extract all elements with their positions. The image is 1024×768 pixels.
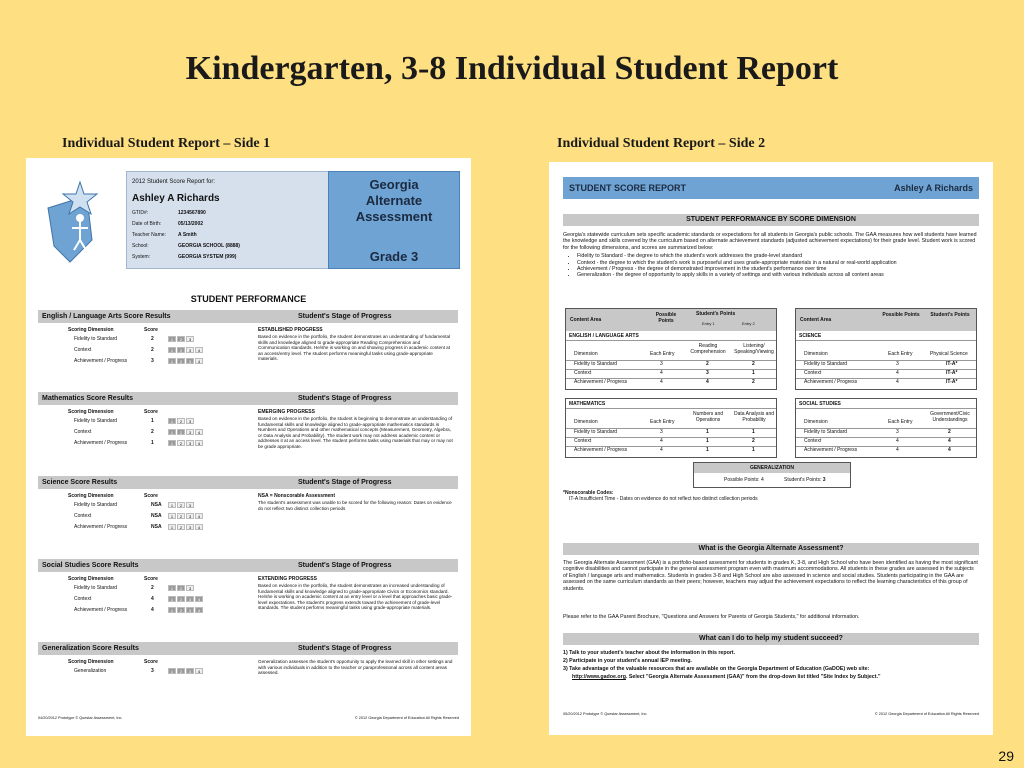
dimension-score: 3 [151,358,154,364]
table-cell: 4 [660,370,663,376]
score-box: 1 [168,418,176,424]
score-header: Score [144,493,158,499]
dimension-score: 1 [151,440,154,446]
bullet-fidelity: • Fidelity to Standard - the degree to which the student's work addresses the grade-level standard [577,253,979,259]
section-title: Social Studies Score Results [42,562,139,569]
score-box: 4 [195,358,203,364]
stage-header: Student's Stage of Progress [298,562,392,569]
section-bar [38,642,458,655]
score-boxes [168,440,203,446]
dimension-label: Achievement / Progress [74,440,128,446]
score-box: 1 [168,585,176,591]
dimension-score: NSA [151,513,162,519]
stage-text: Generalization assesses the student's opportunity to apply the learned skill in other settings and with various individuals in addition to the teacher or paraprofessional across all content areas assessed. [258,659,453,676]
score-box: 1 [168,596,176,602]
score-box: 4 [195,440,203,446]
table-cell: IT-A* [946,361,958,367]
table-cell: Achievement / Progress [804,379,858,385]
table-cell: 4 [706,379,709,385]
score-box: 3 [186,347,194,353]
table-cell: 4 [896,447,899,453]
side2-label: Individual Student Report – Side 2 [557,136,766,151]
dimension-score: 4 [151,596,154,602]
score-box: 4 [195,524,203,530]
table-cell: 2 [752,438,755,444]
section-bar [38,392,458,405]
score-box: 2 [177,524,185,530]
refer-text: Please refer to the GAA Parent Brochure, "Questions and Answers for Parents of Georgia Students," for additional information. [563,614,860,620]
table-cell: 3 [706,370,709,376]
bullet-context: • Context - the degree to which the student's work is purposeful and uses grade-appropriate materials in a natural or real-world application [577,260,979,266]
table-cell: 2 [752,361,755,367]
side1-footer-right: © 2012 Georgia Department of Education All Rights Reserved [354,716,459,720]
dimension-score: 2 [151,429,154,435]
stage-header: Student's Stage of Progress [298,395,392,402]
stage-header: Student's Stage of Progress [298,645,392,652]
score-box: 4 [195,668,203,674]
score-box: 3 [186,418,194,424]
dimension-label: Context [74,429,92,435]
dimension-label: Context [74,513,92,519]
score-boxes [168,668,203,674]
score-box: 3 [186,668,194,674]
score-box: 3 [186,429,194,435]
score-box: 3 [186,524,194,530]
score-box: 2 [177,502,185,508]
score-report-student: Ashley A Richards [894,183,973,193]
table-cell: 4 [660,447,663,453]
generalization-box: GENERALIZATION Possible Points: 4 Student's Points: 3 [693,462,851,488]
table-cell: 4 [948,438,951,444]
math-table: MATHEMATICS Dimension Each Entry Numbers and Operations Data Analysis and Probability Fidelity to Standard 3 1 1 Context 4 1 2 Achievement / Progress 4 1 1 [565,398,777,458]
table-cell: Context [804,438,822,444]
score-header: Score [144,327,158,333]
table-cell: 1 [752,447,755,453]
dimension-label: Fidelity to Standard [74,502,118,508]
score-boxes [168,418,194,424]
dimension-label: Fidelity to Standard [74,336,118,342]
score-box: 2 [177,607,185,613]
score-box: 2 [177,513,185,519]
intro-paragraph: Georgia's statewide curriculum sets specific academic standards or expectations for all students in Georgia's public schools. The GAA measures how well students have learned the knowledge and skills covered by the curriculum based on alternate achievement standards (adjusted achievement expectations) for their grade level. Student work is scored for the following dimensions, and scores are summarized below: • Fidelity to Standard - the degree to which the student's work addresses the grade-level standard • Context - the degree to which the student's work is purposeful and uses grade-appropriate materials in a natural or real-world application • Achievement / Progress - the degree of demonstrated improvement in the student's performance over time • Generalization - the degree of opportunity to apply skills in a variety of settings and with various individuals across all content areas [563,232,979,279]
score-report-header [563,177,979,199]
table-cell: 3 [896,361,899,367]
score-boxes [168,502,194,508]
score-boxes [168,358,203,364]
info-row-school: School: GEORGIA SCHOOL (8888) [132,243,240,249]
score-section [38,310,458,390]
table-cell: 4 [660,438,663,444]
score-boxes [168,429,203,435]
stage-heading: NSA = Nonscorable Assessment [258,493,336,499]
section-bar [38,559,458,572]
what-is-gaa-text: The Georgia Alternate Assessment (GAA) is a portfolio-based assessment for students in grades K, 3-8, and High School who have been identified as having the most significant cognitive disabilities and cannot participate in the general assessment program even with maximum accommodations. All students in these grades are assessed in the subjects of English / language arts and mathematics. Students in grades 3-8 and High School are also assessed in science and social studies. Students participating in the GAA are assessed on the same curriculum standards as their peers; however, teachers may adjust the achievement expectations to reflect the learning characteristics of this group of students. [563,560,978,592]
dimension-label: Context [74,596,92,602]
score-box: 1 [168,502,176,508]
table-cell: Achievement / Progress [804,447,858,453]
bullet-achievement: • Achievement / Progress - the degree of demonstrated improvement in the student's performance over time [577,266,979,272]
dimension-header: Scoring Dimension [68,576,114,582]
dimension-header: Scoring Dimension [68,409,114,415]
section-title: English / Language Arts Score Results [42,313,171,320]
stage-header: Student's Stage of Progress [298,479,392,486]
score-box: 3 [186,336,194,342]
performance-title: STUDENT PERFORMANCE [190,294,307,304]
stage-heading: EXTENDING PROGRESS [258,576,317,582]
info-row-teacher: Teacher Name: A Smith [132,232,197,238]
dimension-header: Scoring Dimension [68,659,114,665]
dimension-score: NSA [151,524,162,530]
score-box: 1 [168,336,176,342]
grade-label: Grade 3 [369,249,419,264]
score-boxes [168,513,203,519]
score-section [38,476,458,556]
table-cell: Fidelity to Standard [804,361,848,367]
table-cell: Achievement / Progress [574,447,628,453]
score-boxes [168,596,203,602]
score-header: Score [144,659,158,665]
social-studies-table: SOCIAL STUDIES Dimension Each Entry Government/Civic Understandings Fidelity to Standard 3 2 Context 4 4 Achievement / Progress 4 4 [795,398,977,458]
what-is-gaa-bar: What is the Georgia Alternate Assessment? [563,543,979,555]
table-cell: Fidelity to Standard [574,361,618,367]
stage-heading: EMERGING PROGRESS [258,409,315,415]
dimension-label: Context [74,347,92,353]
dimension-label: Achievement / Progress [74,358,128,364]
score-boxes [168,347,203,353]
section-title: Science Score Results [42,479,118,486]
score-box: 4 [195,607,203,613]
table-cell: 1 [706,438,709,444]
score-box: 1 [168,524,176,530]
report-side1 [26,158,471,736]
score-boxes [168,585,194,591]
section-title: Generalization Score Results [42,645,139,652]
section-bar [38,310,458,323]
stage-text: Based on evidence in the portfolio, the student demonstrates an increased understanding of fundamental skills and knowledge aligned to grade-appropriate Civics or Economics standard. He/she is working on academic content at an entry level or a level that approaches basic grade-level expectations. The student's progress extends toward the achievement of grade-level standards. The student performs meaningful tasks using grade-appropriate materials. [258,583,453,611]
row-line [566,437,776,438]
dimension-score: 2 [151,336,154,342]
info-row-system: System: GEORGIA SYSTEM (999) [132,254,237,260]
table-cell: 4 [896,379,899,385]
score-box: 1 [168,440,176,446]
side2-footer-left: 05/20/2012 Prototype © Questar Assessment, Inc. [563,712,648,716]
table-cell: IT-A* [946,379,958,385]
nonscorable-codes: *Nonscorable Codes: IT-A Insufficient Time - Dates on evidence do not reflect two distinct collection periods [563,490,758,502]
score-boxes [168,607,203,613]
score-box: 2 [177,585,185,591]
stage-text: Based on evidence in the portfolio, the student is beginning to demonstrate an understanding of fundamental skills and knowledge aligned to grade-appropriate mathematics standards in Numbers and Operations and other mathematical concepts (Measurement, Geometry, Algebra, or Data Analysis and Probability). The student work may not address academic content or addresses it at an access level. The student performs tasks using materials that may or may not be grade appropriate. [258,416,453,449]
score-box: 4 [195,347,203,353]
score-section [38,559,458,639]
score-header: Score [144,409,158,415]
gadoe-link[interactable]: http://www.gadoe.org [572,674,626,680]
slide-title: Kindergarten, 3-8 Individual Student Report [185,50,839,87]
table-cell: 3 [660,429,663,435]
score-box: 3 [186,585,194,591]
table-cell: 3 [660,361,663,367]
stage-text: The student's assessment was unable to be scored for the following reason: Dates on evidence do not reflect two distinct collection periods [258,500,452,511]
dimension-header: Scoring Dimension [68,493,114,499]
report-side2 [549,162,993,735]
table-cell: 3 [896,429,899,435]
info-row-gtid: GTID#: 1234567890 [132,210,206,216]
score-box: 3 [186,596,194,602]
table-cell: 4 [948,447,951,453]
table-cell: 2 [752,379,755,385]
stage-text: Based on evidence in the portfolio, the student demonstrates an understanding of fundamental skills and knowledge aligned to grade-appropriate Reading Comprehension and Communication standards. He/she is working on and showing progress in academic content at an access/entry level. The student performs meaningful tasks using grade-appropriate materials. [258,334,451,362]
dimension-label: Fidelity to Standard [74,418,118,424]
side2-footer-right: © 2012 Georgia Department of Education All Rights Reserved [874,712,979,716]
score-box: 1 [168,429,176,435]
score-box: 1 [168,347,176,353]
table-cell: 1 [706,447,709,453]
assessment-box [328,171,460,269]
side1-footer-left: 04/20/2012 Prototype © Questar Assessment, Inc. [38,716,123,720]
score-box: 3 [186,358,194,364]
score-box: 2 [177,347,185,353]
score-box: 3 [186,513,194,519]
score-box: 3 [186,440,194,446]
score-box: 1 [168,358,176,364]
student-info-box [126,171,329,269]
table-cell: 4 [896,370,899,376]
dimension-score: NSA [151,502,162,508]
score-box: 4 [195,429,203,435]
slide-number: 29 [998,748,1014,764]
score-box: 1 [168,607,176,613]
stage-heading: ESTABLISHED PROGRESS [258,327,323,333]
assessment-title: Georgia Alternate Assessment [355,177,433,224]
dimension-score: 1 [151,418,154,424]
score-box: 4 [195,596,203,602]
info-row-dob: Date of Birth: 05/13/2002 [132,221,204,227]
bullet-generalization: • Generalization - the degree of opportunity to apply skills in a variety of settings and with various individuals across all content areas [577,272,979,278]
table-cell: 4 [896,438,899,444]
score-box: 2 [177,440,185,446]
table-cell: 2 [706,361,709,367]
report-year-label: 2012 Student Score Report for: [132,179,216,185]
perf-dimension-bar: STUDENT PERFORMANCE BY SCORE DIMENSION [563,214,979,226]
science-table: Content Area Possible Points Student's Points SCIENCE Dimension Each Entry Physical Science Fidelity to Standard 3 IT-A* Context 4 IT-A* Achievement / Progress 4 IT-A* [795,308,977,390]
score-box: 1 [168,513,176,519]
side1-label: Individual Student Report – Side 1 [62,136,271,151]
ela-table: Content Area Possible Points Student's Points Entry 1 Entry 2 ENGLISH / LANGUAGE ARTS Dimension Each Entry Reading Comprehension Listening/ Speaking/Viewing Fidelity to Standard 3 2 2 Context 4 3 1 Achievement / Progress 4 4 2 [565,308,777,390]
score-box: 2 [177,336,185,342]
table-cell: IT-A* [946,370,958,376]
table-cell: Fidelity to Standard [804,429,848,435]
score-box: 2 [177,358,185,364]
score-section [38,642,458,722]
table-cell: 1 [752,370,755,376]
dimension-score: 4 [151,607,154,613]
table-cell: Context [574,438,592,444]
table-cell: 4 [660,379,663,385]
stage-header: Student's Stage of Progress [298,313,392,320]
table-cell: Fidelity to Standard [574,429,618,435]
row-line [566,369,776,370]
dimension-header: Scoring Dimension [68,327,114,333]
score-boxes [168,524,203,530]
table-cell: Context [804,370,822,376]
gaa-logo-icon [40,176,120,266]
student-name: Ashley A Richards [132,193,220,204]
score-box: 3 [186,607,194,613]
score-boxes [168,336,194,342]
dimension-score: 2 [151,585,154,591]
score-box: 2 [177,596,185,602]
section-bar [38,476,458,489]
dimension-label: Achievement / Progress [74,524,128,530]
score-box: 1 [168,668,176,674]
score-section [38,392,458,472]
dimension-label: Fidelity to Standard [74,585,118,591]
help-list: 1) Talk to your student's teacher about the information in this report. 2) Participate in your student's annual IEP meeting. 3) Take advantage of the valuable resources that are available on the Georgia Department of Education (GaDOE) web site: http://www.gadoe.org. Select "Georgia Alternate Assessment (GAA)" from the drop-down list titled "Site Index by Subject." [563,650,881,680]
score-box: 2 [177,429,185,435]
table-cell: 1 [706,429,709,435]
help-bar: What can I do to help my student succeed? [563,633,979,645]
section-title: Mathematics Score Results [42,395,134,402]
table-cell: Context [574,370,592,376]
score-box: 3 [186,502,194,508]
score-box: 2 [177,418,185,424]
score-report-title: STUDENT SCORE REPORT [569,183,687,193]
score-box: 2 [177,668,185,674]
dimension-score: 3 [151,668,154,674]
dimension-label: Generalization [74,668,107,674]
score-box: 4 [195,513,203,519]
score-header: Score [144,576,158,582]
dimension-score: 2 [151,347,154,353]
table-cell: Achievement / Progress [574,379,628,385]
table-cell: 2 [948,429,951,435]
table-cell: 1 [752,429,755,435]
dimension-label: Achievement / Progress [74,607,128,613]
